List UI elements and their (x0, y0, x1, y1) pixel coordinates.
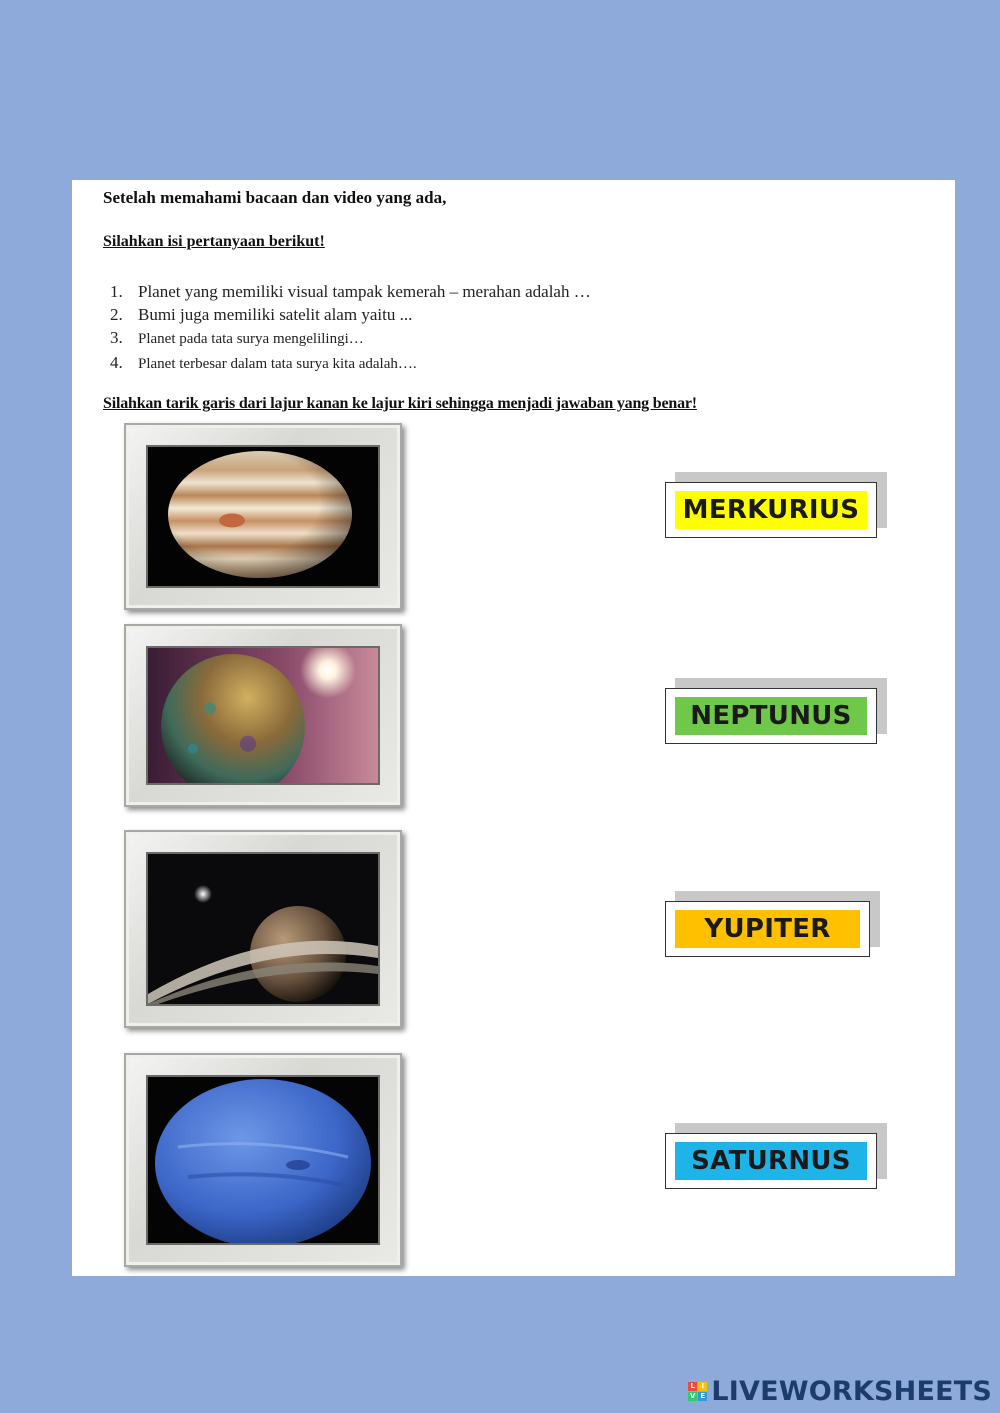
jupiter-image (146, 445, 380, 588)
question-number: 4. (110, 353, 123, 372)
label-text: SATURNUS (675, 1142, 867, 1180)
logo-letter: E (698, 1392, 707, 1401)
label-card-saturnus[interactable] (665, 1133, 877, 1189)
logo-letter: I (698, 1382, 707, 1391)
question-text: Bumi juga memiliki satelit alam yaitu ... (138, 305, 413, 324)
question-number: 3. (110, 328, 123, 347)
label-text: NEPTUNUS (675, 697, 867, 735)
question-text: Planet yang memiliki visual tampak kemerah – merahan adalah … (138, 282, 591, 301)
logo-letter: L (688, 1382, 697, 1391)
question-text: Planet pada tata surya mengelilingi… (138, 331, 364, 347)
card-face (665, 1133, 877, 1189)
question-number: 2. (110, 305, 123, 324)
neptune-image (146, 1075, 380, 1245)
question-text: Planet terbesar dalam tata surya kita adalah…. (138, 356, 417, 372)
card-face (665, 688, 877, 744)
label-card-yupiter[interactable] (665, 901, 870, 957)
picture-frame-neptune[interactable] (124, 1053, 402, 1267)
label-card-neptunus[interactable] (665, 688, 877, 744)
picture-frame-jupiter[interactable] (124, 423, 402, 610)
brand-text: LIVEWORKSHEETS (711, 1376, 992, 1407)
label-card-merkurius[interactable] (665, 482, 877, 538)
worksheet-page (72, 180, 955, 1276)
label-text: YUPITER (675, 910, 860, 948)
question-number: 1. (110, 282, 123, 301)
mercury-image (146, 646, 380, 785)
question-list (110, 280, 591, 376)
card-face (665, 901, 870, 957)
picture-frame-saturn[interactable] (124, 830, 402, 1028)
liveworksheets-logo-icon (688, 1382, 707, 1401)
questions-heading: Silahkan isi pertanyaan berikut! (103, 233, 325, 250)
liveworksheets-brand[interactable] (688, 1376, 992, 1407)
question-item (110, 303, 591, 326)
question-item (110, 326, 591, 351)
picture-frame-mercury[interactable] (124, 624, 402, 807)
saturn-image (146, 852, 380, 1006)
logo-letter: V (690, 1392, 696, 1400)
question-item (110, 280, 591, 303)
label-text: MERKURIUS (675, 491, 867, 529)
card-face (665, 482, 877, 538)
question-item (110, 351, 591, 376)
intro-text: Setelah memahami bacaan dan video yang ada, (103, 188, 447, 207)
matching-instruction: Silahkan tarik garis dari lajur kanan ke lajur kiri sehingga menjadi jawaban yang benar! (103, 395, 697, 412)
